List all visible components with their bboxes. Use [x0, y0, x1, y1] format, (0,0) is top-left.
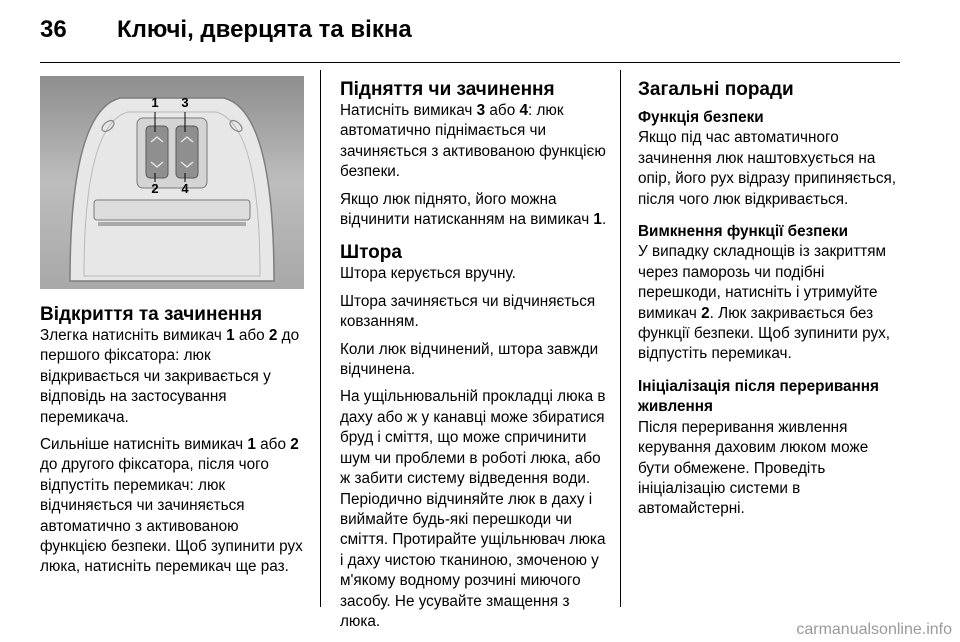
paragraph: У випадку складнощів із закриттям через паморозь чи подібні перешкоди, натисніть і утримуйте вимикач 2. Люк закривається без функції безпеки. Щоб зупинити рух, відпустіть перемикач. [638, 243, 891, 363]
paragraph: Коли люк відчинений, штора завжди відчинена. [340, 340, 599, 379]
subheading-disable-safety: Вимкнення функції безпеки [638, 223, 848, 241]
callout-3: 3 [181, 95, 189, 110]
subheading-initialization: Ініціалізація після переривання живлення [638, 377, 879, 416]
page-number: 36 [40, 16, 67, 43]
section-heading-shade: Штора [340, 242, 402, 264]
subheading-safety-function: Функція безпеки [638, 109, 764, 126]
section-heading-raise-close: Підняття чи зачинення [340, 79, 555, 100]
paragraph: Натисніть вимикач 3 або 4: люк автоматично піднімається чи зачиняється з активованою функцією безпеки. [340, 102, 606, 181]
section-heading-general-advice: Загальні поради [638, 79, 794, 100]
paragraph: На ущільнювальній прокладці люка в даху або ж у канавці може збиратися бруд і сміття, що може спричинити шум чи проблеми в роботі люка, або ж забити систему відведення води. Періодично відчиняйте люк в даху і виймайте будь-які перешкоди чи сміття. Протирайте ущільнювач люка і даху чистою тканиною, змоченою у м'якому водному розчині миючого засобу. Не усувайте змащення з люка. [340, 388, 606, 630]
section-heading-open-close: Відкриття та зачинення [40, 304, 263, 325]
column-1 [40, 304, 308, 578]
callout-1: 1 [151, 95, 159, 110]
callout-2: 2 [151, 181, 159, 196]
sunroof-switch-figure [40, 76, 304, 289]
column-3 [638, 79, 904, 520]
paragraph: Штора керується вручну. [340, 265, 516, 283]
overhead-console-illustration [40, 76, 304, 289]
column-divider-1 [320, 70, 321, 607]
paragraph: Сильніше натисніть вимикач 1 або 2 до другого фіксатора, після чого відпустіть перемикач: люк відчиняється чи зачиняється автоматично з активованою функцією безпеки. Щоб зупинити рух люка, натисніть перемикач ще раз. [40, 436, 303, 576]
paragraph: Якщо під час автоматичного зачинення люк наштовхується на опір, його рух відразу припиняється, після чого люк відкривається. [638, 129, 897, 208]
header-rule [40, 62, 900, 63]
paragraph: Після переривання живлення керування даховим люком може бути обмежене. Проведіть ініціалізацію системи в автомайстерні. [638, 418, 869, 518]
page-title: Ключі, дверцята та вікна [117, 16, 412, 43]
paragraph: Якщо люк піднято, його можна відчинити натисканням на вимикач 1. [340, 190, 607, 229]
paragraph: Штора зачиняється чи відчиняється ковзанням. [340, 292, 596, 331]
paragraph: Злегка натисніть вимикач 1 або 2 до першого фіксатора: люк відкривається чи закривається у відповідь на застосування перемикача. [40, 327, 300, 426]
column-divider-2 [620, 70, 621, 607]
callout-4: 4 [181, 181, 189, 196]
column-2 [340, 79, 608, 632]
watermark: carmanualsonline.info [796, 621, 952, 638]
